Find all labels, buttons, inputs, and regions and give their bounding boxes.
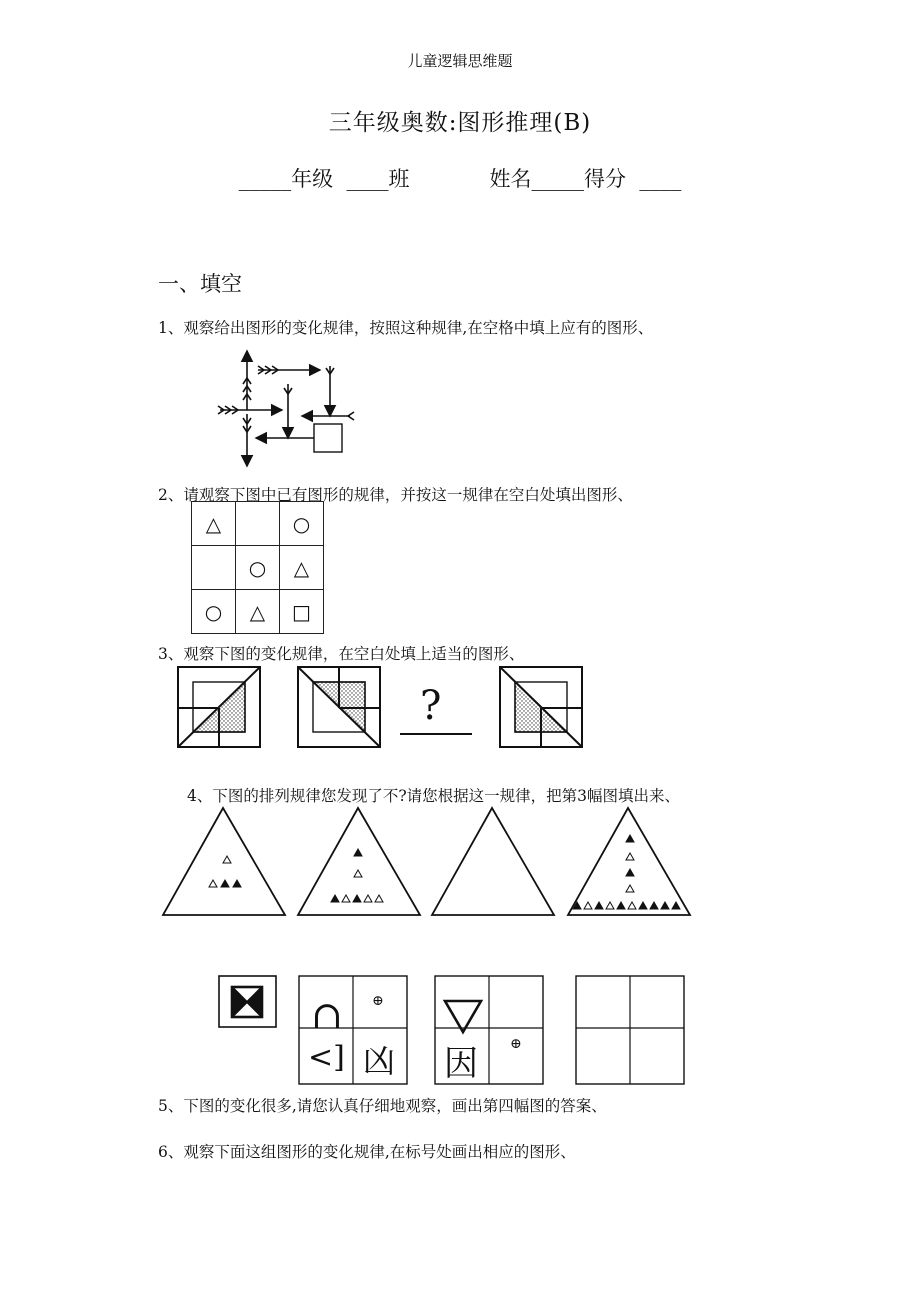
- q5-yin-glyph: 因: [444, 1044, 478, 1084]
- section-title: 一、填空: [158, 272, 242, 296]
- q2-cell: △: [236, 590, 280, 634]
- q5-plus-circle-glyph-2: ⊕: [510, 1036, 522, 1052]
- q5-xiong-glyph: 凶: [363, 1042, 396, 1080]
- q2-cell-blank[interactable]: [236, 502, 280, 546]
- q1-arrow-figure: [210, 348, 360, 473]
- q2-cell: □: [280, 590, 324, 634]
- student-info-line: _____年级 ____班 姓名_____得分 ____: [238, 167, 682, 191]
- question-2-text: 2、请观察下图中已有图形的规律，并按这一规律在空白处填出图形、: [158, 486, 633, 504]
- q2-cell: ○: [192, 590, 236, 634]
- q2-cell: △: [192, 502, 236, 546]
- q2-cell: △: [280, 546, 324, 590]
- q2-cell-blank[interactable]: [192, 546, 236, 590]
- q2-cell: ○: [236, 546, 280, 590]
- question-3-text: 3、观察下图的变化规律，在空白处填上适当的图形、: [158, 645, 525, 663]
- q5-arch-glyph: ∩: [311, 993, 343, 1037]
- q2-cell: ○: [280, 502, 324, 546]
- question-1-text: 1、观察给出图形的变化规律，按照这种规律,在空格中填上应有的图形、: [158, 319, 654, 337]
- q5-bracket-glyph: <]: [308, 1040, 345, 1075]
- question-4-text: 4、下图的排列规律您发现了不?请您根据这一规律，把第3幅图填出来、: [187, 787, 681, 805]
- q4-triangles: [160, 805, 700, 920]
- page-title: 三年级奥数:图形推理(B): [328, 110, 592, 136]
- question-5-text: 5、下图的变化很多,请您认真仔细地观察，画出第四幅图的答案、: [158, 1097, 607, 1115]
- question-6-text: 6、观察下面这组图形的变化规律,在标号处画出相应的图形、: [158, 1143, 576, 1161]
- q3-question-mark: ?: [420, 683, 442, 729]
- q5-plus-circle-glyph: ⊕: [372, 993, 384, 1009]
- q3-figures: [175, 664, 585, 754]
- page-header: 儿童逻辑思维题: [407, 52, 513, 70]
- q2-grid: [191, 501, 324, 634]
